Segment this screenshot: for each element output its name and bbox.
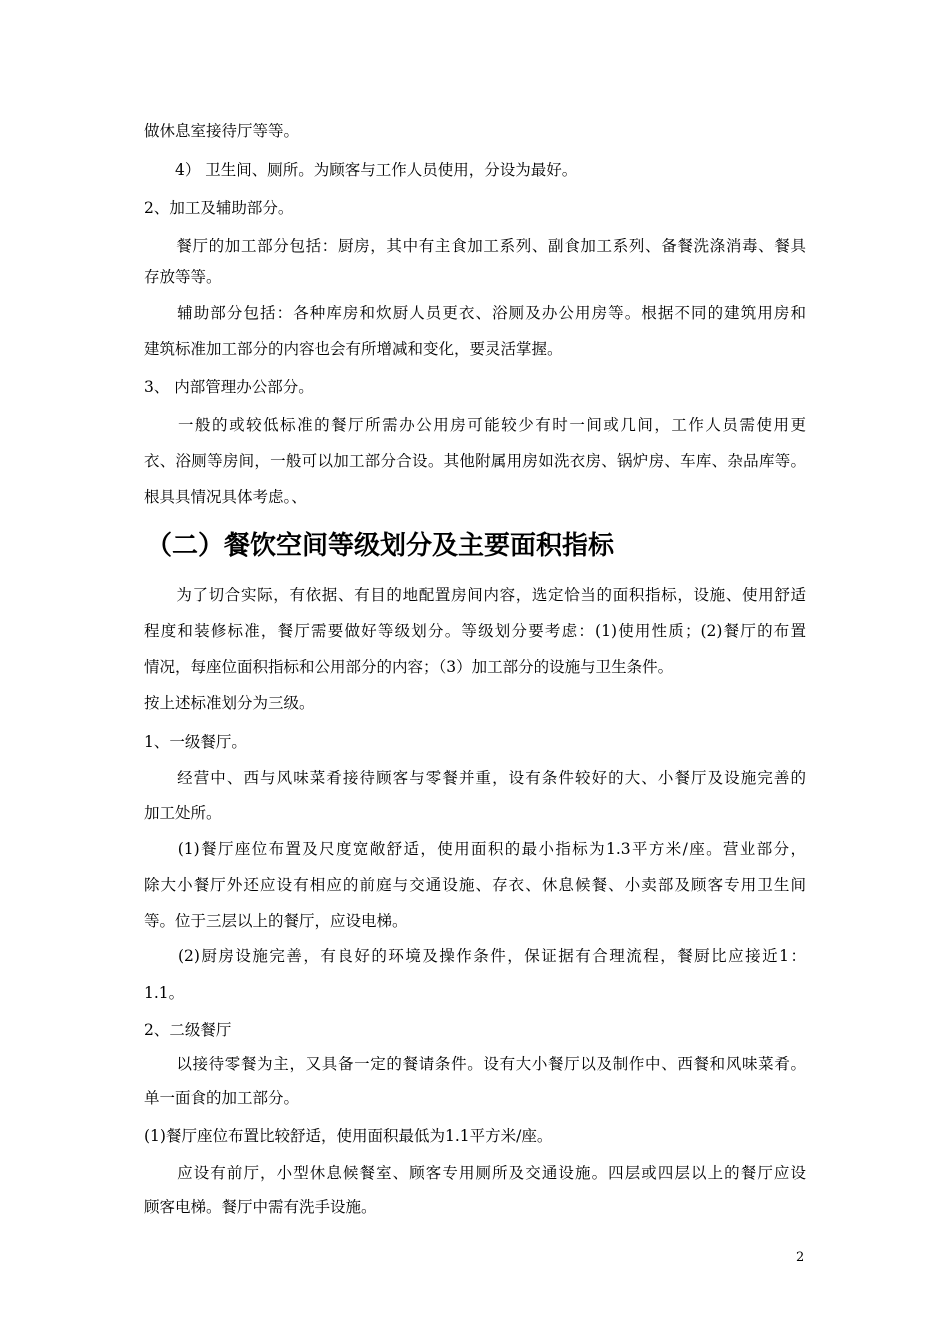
- paragraph-line: 加工处所。: [144, 804, 222, 822]
- paragraph-line: 存放等等。: [144, 268, 222, 286]
- paragraph-line: 情况，每座位面积指标和公用部分的内容；（3）加工部分的设施与卫生条件。: [144, 658, 674, 676]
- paragraph-line: 衣、浴厕等房间，一般可以加工部分合设。其他附属用房如洗衣房、锅炉房、车库、杂品库等。: [144, 452, 806, 470]
- paragraph-line: 辅助部分包括：各种库房和炊厨人员更衣、浴厕及办公用房等。根据不同的建筑用房和: [144, 304, 806, 322]
- paragraph-line: 一般的或较低标准的餐厅所需办公用房可能较少有时一间或几间，工作人员需使用更: [144, 416, 806, 434]
- paragraph-line: 餐厅的加工部分包括：厨房，其中有主食加工系列、副食加工系列、备餐洗涤消毒、餐具: [144, 237, 806, 255]
- section-label: 1、一级餐厅。: [144, 733, 247, 751]
- section-label: 2、二级餐厅: [144, 1021, 232, 1039]
- paragraph-line: 建筑标准加工部分的内容也会有所增减和变化，要灵活掌握。: [144, 340, 563, 358]
- paragraph-line: 除大小餐厅外还应设有相应的前庭与交通设施、存衣、休息候餐、小卖部及顾客专用卫生间: [144, 876, 806, 894]
- paragraph-line: 4） 卫生间、厕所。为顾客与工作人员使用，分设为最好。: [144, 161, 578, 179]
- section-label: 2、加工及辅助部分。: [144, 199, 294, 217]
- section-label: 3、 内部管理办公部分。: [144, 378, 314, 396]
- paragraph-line: 应设有前厅，小型休息候餐室、顾客专用厕所及交通设施。四层或四层以上的餐厅应设: [144, 1164, 806, 1182]
- paragraph-line: (1)餐厅座位布置及尺度宽敞舒适，使用面积的最小指标为1.3平方米/座。营业部分，: [144, 840, 806, 858]
- section-heading: （二）餐饮空间等级划分及主要面积指标: [146, 531, 615, 561]
- paragraph-line: 以接待零餐为主，又具备一定的餐请条件。设有大小餐厅以及制作中、西餐和风味菜肴。: [144, 1055, 806, 1073]
- page-number: 2: [796, 1250, 805, 1265]
- paragraph-line: 做休息室接待厅等等。: [144, 122, 300, 140]
- paragraph-line: (1)餐厅座位布置比较舒适，使用面积最低为1.1平方米/座。: [144, 1127, 553, 1145]
- paragraph-line: 1.1。: [144, 984, 185, 1002]
- paragraph-line: 为了切合实际，有依据、有目的地配置房间内容，选定恰当的面积指标，设施、使用舒适: [144, 586, 806, 604]
- paragraph-line: 等。位于三层以上的餐厅，应设电梯。: [144, 912, 408, 930]
- paragraph-line: (2)厨房设施完善，有良好的环境及操作条件，保证据有合理流程，餐厨比应接近1：: [144, 947, 806, 965]
- paragraph-line: 按上述标准划分为三级。: [144, 694, 315, 712]
- paragraph-line: 程度和装修标准，餐厅需要做好等级划分。等级划分要考虑：(1)使用性质；(2)餐厅的布置: [144, 622, 806, 640]
- paragraph-line: 单一面食的加工部分。: [144, 1089, 300, 1107]
- paragraph-line: 根具具情况具体考虑。、: [144, 488, 307, 506]
- paragraph-line: 经营中、西与风味菜肴接待顾客与零餐并重，设有条件较好的大、小餐厅及设施完善的: [144, 769, 806, 787]
- paragraph-line: 顾客电梯。餐厅中需有洗手设施。: [144, 1198, 377, 1216]
